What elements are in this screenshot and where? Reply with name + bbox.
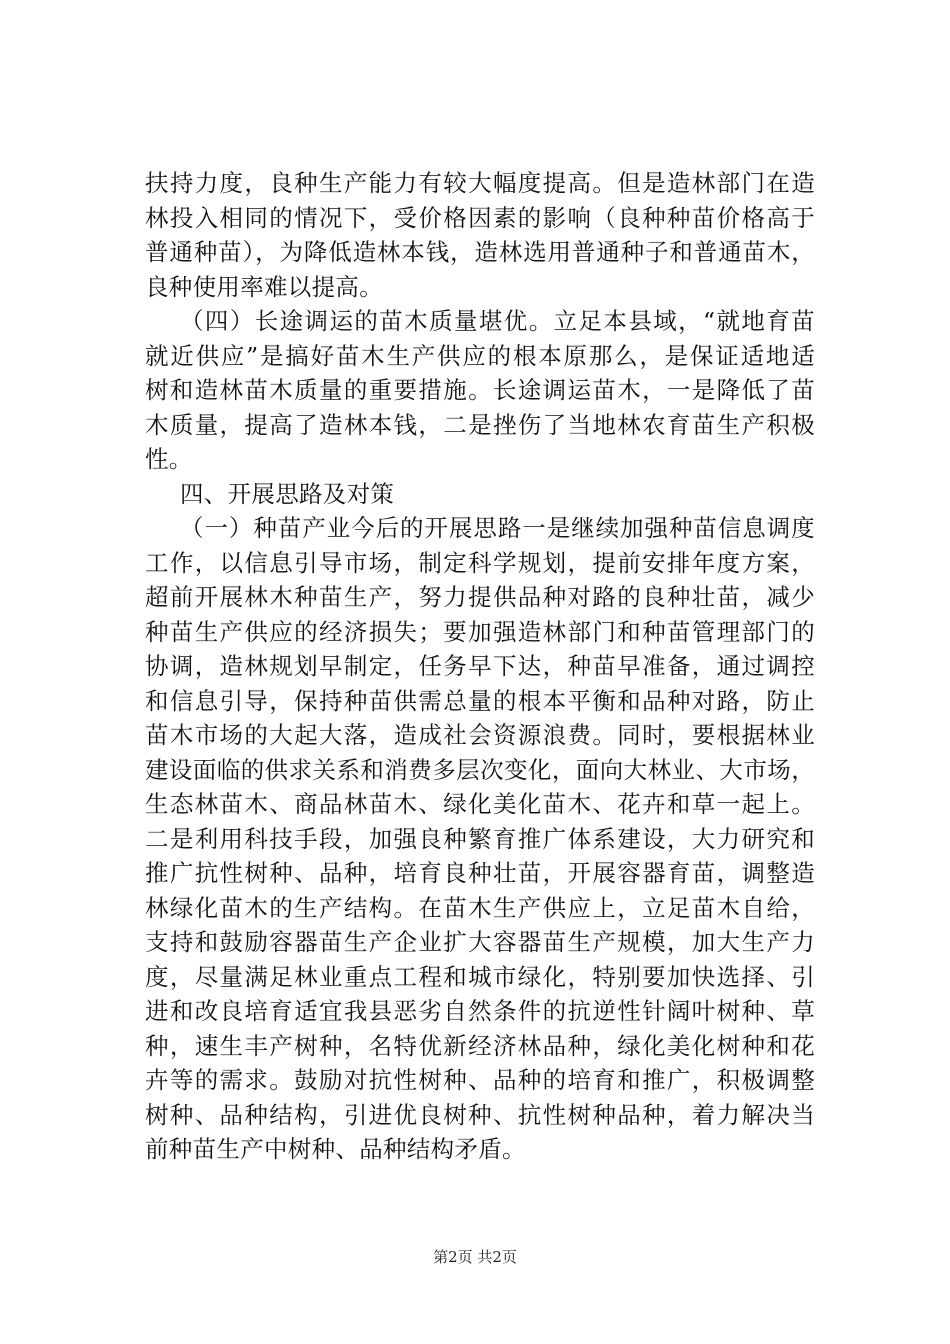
text-line: 木质量，提高了造林本钱，二是挫伤了当地林农育苗生产积极 (145, 410, 815, 439)
text-line: 卉等的需求。鼓励对抗性树种、品种的培育和推广，积极调整 (145, 1066, 815, 1094)
text-line: 扶持力度，良种生产能力有较大幅度提高。但是造林部门在造 (145, 169, 815, 197)
text-line: 四、开展思路及对策 (180, 479, 395, 508)
text-line: 超前开展林木种苗生产，努力提供品种对路的良种壮苗，减少 (145, 583, 815, 611)
text-line: 前种苗生产中树种、品种结构矛盾。 (145, 1135, 526, 1163)
page-footer: 第2页 共2页 (433, 1248, 517, 1266)
document-body (145, 166, 815, 1167)
text-line: 推广抗性树种、品种，培育良种壮苗，开展容器育苗，调整造 (145, 859, 815, 887)
text-line: 度，尽量满足林业重点工程和城市绿化，特别要加快选择、引 (145, 962, 815, 991)
text-line: 苗木市场的大起大落，造成社会资源浪费。同时，要根据林业 (145, 721, 815, 749)
text-line: 就近供应”是搞好苗木生产供应的根本原那么，是保证适地适 (145, 341, 815, 370)
text-line: 和信息引导，保持种苗供需总量的根本平衡和品种对路，防止 (145, 686, 815, 715)
text-line: 树种、品种结构，引进优良树种、抗性树种品种，着力解决当 (145, 1100, 815, 1129)
text-line: 普通种苗），为降低造林本钱，造林选用普通种子和普通苗木， (145, 238, 815, 266)
text-line: 种苗生产供应的经济损失；要加强造林部门和种苗管理部门的 (145, 617, 815, 646)
text-line: 种，速生丰产树种，名特优新经济林品种，绿化美化树种和花 (145, 1031, 815, 1060)
text-line: （四）长途调运的苗木质量堪优。立足本县域，“就地育苗 (180, 307, 815, 335)
text-line: 良种使用率难以提高。 (145, 272, 383, 301)
text-line: 工作，以信息引导市场，制定科学规划，提前安排年度方案， (145, 548, 815, 577)
text-line: 进和改良培育适宜我县恶劣自然条件的抗逆性针阔叶树种、草 (145, 997, 815, 1025)
text-line: 性。 (145, 445, 193, 473)
text-line: 二是利用科技手段，加强良种繁育推广体系建设，大力研究和 (145, 824, 815, 853)
text-line: 树和造林苗木质量的重要措施。长途调运苗木，一是降低了苗 (145, 376, 815, 404)
text-line: （一）种苗产业今后的开展思路一是继续加强种苗信息调度 (180, 514, 815, 542)
text-line: 生态林苗木、商品林苗木、绿化美化苗木、花卉和草一起上。 (145, 790, 815, 818)
text-line: 建设面临的供求关系和消费多层次变化，面向大林业、大市场， (145, 755, 815, 784)
text-line: 林投入相同的情况下，受价格因素的影响（良种种苗价格高于 (145, 203, 815, 232)
text-line: 林绿化苗木的生产结构。在苗木生产供应上，立足苗木自给， (145, 893, 815, 922)
text-line: 支持和鼓励容器苗生产企业扩大容器苗生产规模，加大生产力 (145, 928, 815, 956)
text-line: 协调，造林规划早制定，任务早下达，种苗早准备，通过调控 (145, 652, 815, 680)
